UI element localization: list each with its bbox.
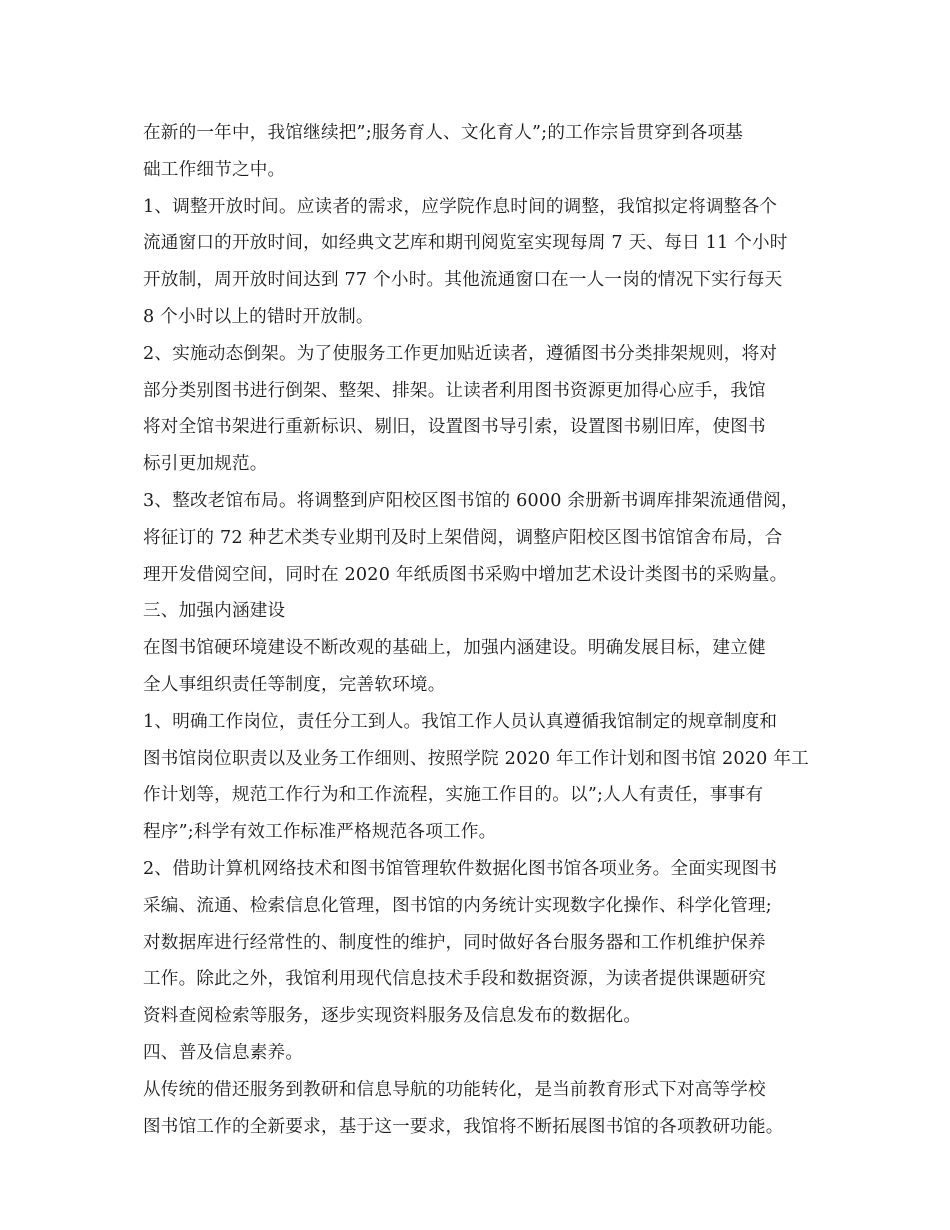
text-line: 图书馆岗位职责以及业务工作细则、按照学院 2020 年工作计划和图书馆 2020 年工 — [143, 748, 809, 769]
text-line: 作计划等，规范工作行为和工作流程，实施工作目的。以”;人人有责任，事事有 — [143, 785, 764, 806]
text-line: 将征订的 72 种艺术类专业期刊及时上架借阅，调整庐阳校区图书馆馆舍布局，合 — [143, 527, 783, 548]
text-line: 在图书馆硬环境建设不断改观的基础上，加强内涵建设。明确发展目标，建立健 — [143, 638, 766, 659]
text-line: 开放制，周开放时间达到 77 个小时。其他流通窗口在一人一岗的情况下实行每天 — [143, 270, 783, 291]
text-line: 8 个小时以上的错时开放制。 — [143, 306, 374, 327]
text-line: 资料查阅检索等服务，逐步实现资料服务及信息发布的数据化。 — [143, 1006, 642, 1027]
text-line: 图书馆工作的全新要求，基于这一要求，我馆将不断拓展图书馆的各项教研功能。 — [143, 1116, 784, 1137]
text-line: 流通窗口的开放时间，如经典文艺库和期刊阅览室实现每周 7 天、每日 11 个小时 — [143, 233, 788, 254]
text-line: 从传统的借还服务到教研和信息导航的功能转化，是当前教育形式下对高等学校 — [143, 1079, 766, 1100]
text-line: 采编、流通、检索信息化管理，图书馆的内务统计实现数字化操作、科学化管理; — [143, 895, 772, 916]
text-line: 理开发借阅空间，同时在 2020 年纸质图书采购中增加艺术设计类图书的采购量。 — [143, 564, 788, 585]
text-line: 标引更加规范。 — [143, 454, 268, 475]
text-line: 2、实施动态倒架。为了使服务工作更加贴近读者，遵循图书分类排架规则，将对 — [143, 343, 778, 364]
text-line: 将对全馆书架进行重新标识、剔旧，设置图书导引索，设置图书剔旧库，使图书 — [143, 417, 766, 438]
text-line: 对数据库进行经常性的、制度性的维护，同时做好各台服务器和工作机维护保养 — [143, 932, 766, 953]
text-line: 全人事组织责任等制度，完善软环境。 — [143, 674, 446, 695]
section-heading: 四、普及信息素养。 — [143, 1042, 304, 1063]
text-line: 工作。除此之外，我馆利用现代信息技术手段和数据资源，为读者提供课题研究 — [143, 969, 766, 990]
text-line: 在新的一年中，我馆继续把”;服务育人、文化育人”;的工作宗旨贯穿到各项基 — [143, 123, 744, 143]
section-heading: 三、加强内涵建设 — [143, 601, 286, 622]
text-line: 1、明确工作岗位，责任分工到人。我馆工作人员认真遵循我馆制定的规章制度和 — [143, 711, 778, 732]
text-line: 础工作细节之中。 — [143, 159, 286, 180]
document-body — [143, 115, 815, 1145]
text-line: 1、调整开放时间。应读者的需求，应学院作息时间的调整，我馆拟定将调整各个 — [143, 196, 778, 217]
text-line: 3、整改老馆布局。将调整到庐阳校区图书馆的 6000 余册新书调库排架流通借阅， — [143, 490, 799, 511]
text-line: 程序”;科学有效工作标准严格规范各项工作。 — [143, 822, 497, 843]
text-line: 部分类别图书进行倒架、整架、排架。让读者利用图书资源更加得心应手，我馆 — [143, 380, 766, 401]
text-line: 2、借助计算机网络技术和图书馆管理软件数据化图书馆各项业务。全面实现图书 — [143, 858, 778, 879]
